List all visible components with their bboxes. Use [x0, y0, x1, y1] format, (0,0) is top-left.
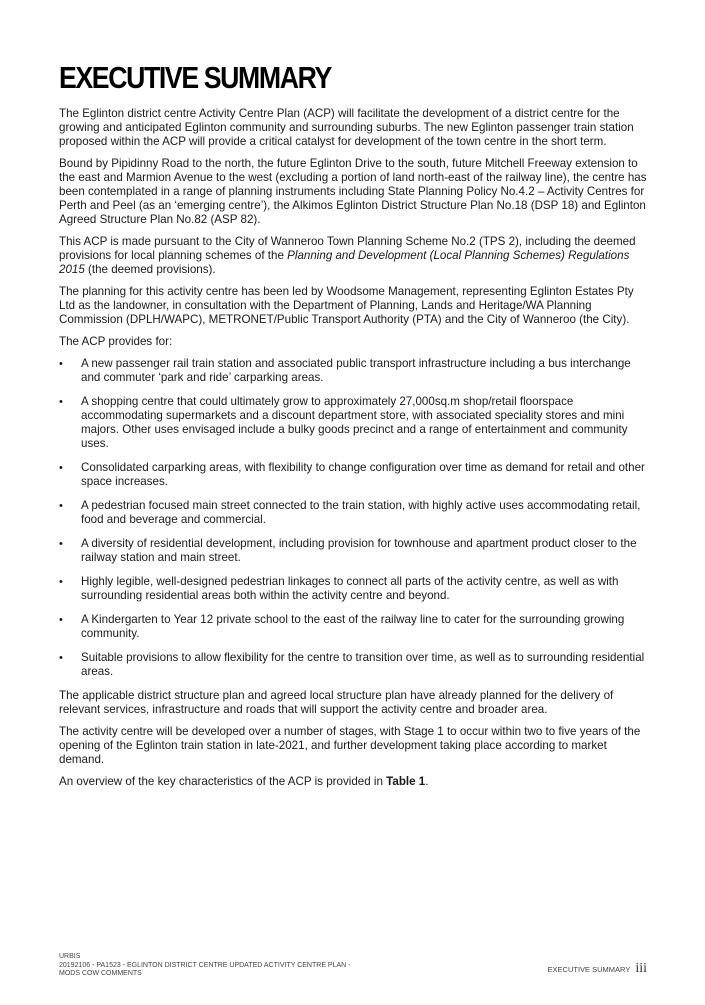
staging-paragraph: The activity centre will be developed over a number of stages, with Stage 1 to occur within two to five years of the opening of the Eglinton train station in late-2021, and further development taking place according to market demand.	[59, 725, 641, 766]
bullet-icon: •	[59, 614, 63, 626]
statutory-paragraph: This ACP is made pursuant to the City of Wanneroo Town Planning Scheme No.2 (TPS 2), including the deemed provisions for local planning schemes of the Planning and Development (Local Planning Schemes) Regulations 2015 (the deemed provisions).	[59, 235, 636, 276]
footer-doc-info	[59, 953, 359, 979]
list-item: • Suitable provisions to allow flexibility for the centre to transition over time, as well as to surrounding residential areas.	[59, 651, 645, 678]
list-item: • A Kindergarten to Year 12 private school to the east of the railway line to cater for the surrounding growing community.	[59, 613, 625, 640]
page-number: iii	[635, 961, 647, 976]
document-body	[59, 60, 647, 797]
provisions-list	[59, 357, 647, 679]
list-item: • Consolidated carparking areas, with flexibility to change configuration over time as demand for retail and other space increases.	[59, 461, 645, 488]
footer-section: EXECUTIVE SUMMARY	[547, 965, 631, 974]
bullet-icon: •	[59, 652, 63, 664]
bullet-icon: •	[59, 462, 63, 474]
table-reference: Table 1	[386, 775, 426, 788]
footer-doc-ref: 20192106 - PA1523 - EGLINTON DISTRICT CENTRE UPDATED ACTIVITY CENTRE PLAN - MODS COW COMMENTS	[59, 961, 351, 977]
regulations-title: Planning and Development (Local Planning Schemes) Regulations 2015	[59, 249, 630, 276]
list-item: • A new passenger rail train station and associated public transport infrastructure including a bus interchange and commuter ‘park and ride’ carparking areas.	[59, 357, 631, 384]
boundary-paragraph: Bound by Pipidinny Road to the north, the future Eglinton Drive to the south, future Mitchell Freeway extension to the east and Marmion Avenue to the west (excluding a portion of land north-east of the railway line), the centre has been contemplated in a range of planning instruments including State Planning Policy No.4.2 – Activity Centres for Perth and Peel (as an ‘emerging centre’), the Alkimos Eglinton District Structure Plan No.18 (DSP 18) and Eglinton Agreed Structure Plan No.82 (ASP 82).	[59, 157, 647, 226]
list-item: • Highly legible, well-designed pedestrian linkages to connect all parts of the activity centre, as well as with surrounding residential areas both within the activity centre and beyond.	[59, 575, 619, 602]
footer-company: URBIS	[59, 953, 81, 960]
infrastructure-paragraph: The applicable district structure plan and agreed local structure plan have already planned for the delivery of relevant services, infrastructure and roads that will support the activity centre and broader area.	[59, 689, 614, 716]
footer-page-info	[548, 961, 647, 977]
intro-paragraph: The Eglinton district centre Activity Centre Plan (ACP) will facilitate the development of a district centre for the growing and anticipated Eglinton community and surrounding suburbs. The new Eglinton passenger train station proposed within the ACP will provide a critical catalyst for development of the town centre in the short term.	[59, 107, 634, 148]
page-title: EXECUTIVE SUMMARY	[59, 60, 331, 95]
bullet-icon: •	[59, 396, 63, 408]
list-item: • A pedestrian focused main street connected to the train station, with highly active uses accommodating retail, food and beverage and commercial.	[59, 499, 641, 526]
overview-paragraph: An overview of the key characteristics of the ACP is provided in Table 1.	[59, 775, 429, 788]
list-item: • A shopping centre that could ultimately grow to approximately 27,000sq.m shop/retail floorspace accommodating supermarkets and a discount department store, with associated speciality stores and mini majors. Other uses envisaged include a bulky goods precinct and a range of entertainment and community uses.	[59, 395, 628, 450]
bullet-icon: •	[59, 538, 63, 550]
consultation-paragraph: The planning for this activity centre has been led by Woodsome Management, representing Eglinton Estates Pty Ltd as the landowner, in consultation with the Department of Planning, Lands and Heritage/WA Planning Commission (DPLH/WAPC), METRONET/Public Transport Authority (PTA) and the City of Wanneroo (the City).	[59, 285, 634, 326]
provides-for-lead: The ACP provides for:	[59, 335, 173, 348]
bullet-icon: •	[59, 500, 63, 512]
bullet-icon: •	[59, 576, 63, 588]
bullet-icon: •	[59, 358, 63, 370]
list-item: • A diversity of residential development, including provision for townhouse and apartment product closer to the railway station and main street.	[59, 537, 637, 564]
